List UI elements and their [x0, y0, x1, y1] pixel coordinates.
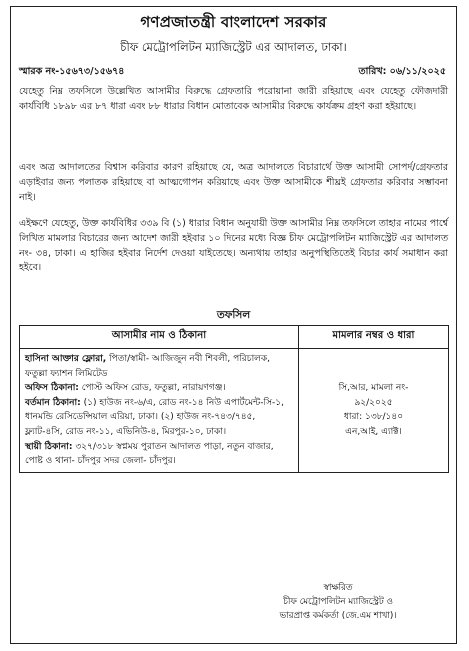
signatory-office: ভারপ্রাপ্ত কর্মকর্তা (জে.এম শাখা)।: [279, 611, 397, 621]
permanent-address-label: স্থায়ী ঠিকানা:: [25, 441, 73, 452]
accused-father-occupation: পিতা/স্বামী- আজিজুন নবী শিবলী, পরিচালক, ফতুল্লা ফ্যাশন লিমিটেড: [25, 354, 271, 379]
case-number-label: সি,আর, মামলা নং-: [338, 383, 409, 394]
office-address-label: অফিস ঠিকানা:: [25, 383, 79, 394]
notice-date: তারিখ: ০৬/১১/২০২৫: [358, 66, 446, 77]
column-header-accused: আসামীর নাম ও ঠিকানা: [20, 326, 299, 349]
office-address: [25, 381, 293, 396]
table-row: [20, 349, 449, 473]
case-section: ধারা: ১৩৮/১৪০: [343, 412, 404, 423]
column-header-case: মামলার নম্বর ও ধারা: [299, 326, 449, 349]
present-address: [25, 396, 293, 440]
document-title: গণপ্রজাতন্ত্রী বাংলাদেশ সরকার: [140, 13, 327, 31]
case-details-cell: [299, 349, 449, 473]
present-address-text: (১) হাউজ নং-৬/এ, রোড নং-১৪ নিউ এপার্টমেন্ট-সি-১, ধানমন্ডি রেসিডেন্সিয়াল এরিয়া, ঢাকা। (২) হাউজ নং-৭৪৩/৭৪৫, ফ্ল্যাট-৪সি, রোড নং-১১, এভিনিউ-৪, মিরপুর-১০, ঢাকা।: [25, 397, 284, 437]
court-name: চীফ মেট্রোপলিটন ম্যাজিস্ট্রেট এর আদালত, ঢাকা।: [120, 40, 347, 54]
permanent-address-text: ৩২৭/৩১৮ স্বপ্নময় পুরাতন আদালত পাড়া, নতুন বাজার, পোষ্ট ও থানা- চাঁদপুর সদর জেলা- চাঁদপুর।: [25, 441, 274, 467]
signed-label: স্বাক্ষরিত: [323, 583, 353, 593]
schedule-heading: তফসিল: [216, 309, 251, 321]
signatory-title: চীফ মেট্রোপলিটন ম্যাজিস্ট্রেট ও: [283, 597, 393, 607]
notice-document: [10, 6, 457, 644]
present-address-label: বর্তমান ঠিকানা:: [25, 397, 81, 408]
paragraph-1: যেহেতু নিম্ন তফসিলে উল্লেখিত আসামীর বিরুদ্ধে গ্রেফতারি পরোয়ানা জারী রহিয়াছে এবং যেহেতু ফৌজদারী কার্যবিধি ১৮৯৮ এর ৮৭ ধারা এবং ৮৮ ধারার বিধান মোতাবেক আসামীর বিরুদ্ধে কার্যক্রম গ্রহণ করা হইয়াছে।: [19, 86, 448, 112]
paragraph-3: এইক্ষণে যেহেতু, উক্ত কার্যবিধির ৩৩৯ বি (১) ধারার বিধান অনুযায়ী উক্ত আসামীর নিম্ন তফসিলে তাহার নামের পার্শ্বে লিখিত মামলার বিচারের জন্য আদেশ জারী হইবার ১০ দিনের মধ্যে বিজ্ঞ চীফ মেট্রোপলিটন ম্যাজিস্ট্রেট এর আদালত নং- ৩৪, ঢাকা। এ হাজির হইবার নির্দেশ দেওয়া যাইতেছে। অন্যথায় তাহার অনুপস্থিতিতেই বিচার কার্য সমাধান করা হইবে।: [19, 218, 448, 274]
accused-details-cell: [20, 349, 299, 473]
case-number: ৯২/২০২৫: [354, 397, 393, 408]
accused-name: হাসিনা আক্তার ফ্লোরা,: [25, 354, 107, 364]
signature-block: [238, 581, 438, 623]
memo-number: স্মারক নং-১৫৬৭৩/১৫৬৭৪: [19, 66, 125, 77]
paragraph-2: এবং অত্র আদালতের বিশ্বাস করিবার কারণ রহিয়াছে যে, অত্র আদালতে বিচারার্থে উক্ত আসামী সোপর্দ/গ্রেফতার এড়াইবার জন্য পলাতক রহিয়াছে বা আত্মগোপন করিয়াছে এবং উক্ত আসামীকে শীঘ্রই গ্রেফতার করিবার সম্ভাবনা নাই।: [19, 162, 448, 203]
schedule-table: [19, 325, 449, 473]
case-act: এন,আই, এ্যাক্ট।: [345, 426, 402, 437]
accused-identity: [25, 352, 293, 381]
table-header-row: [20, 326, 449, 349]
permanent-address: [25, 440, 293, 469]
office-address-text: পোস্ট অফিস রোড, ফতুল্লা, নারায়ণগঞ্জ।: [78, 383, 226, 394]
